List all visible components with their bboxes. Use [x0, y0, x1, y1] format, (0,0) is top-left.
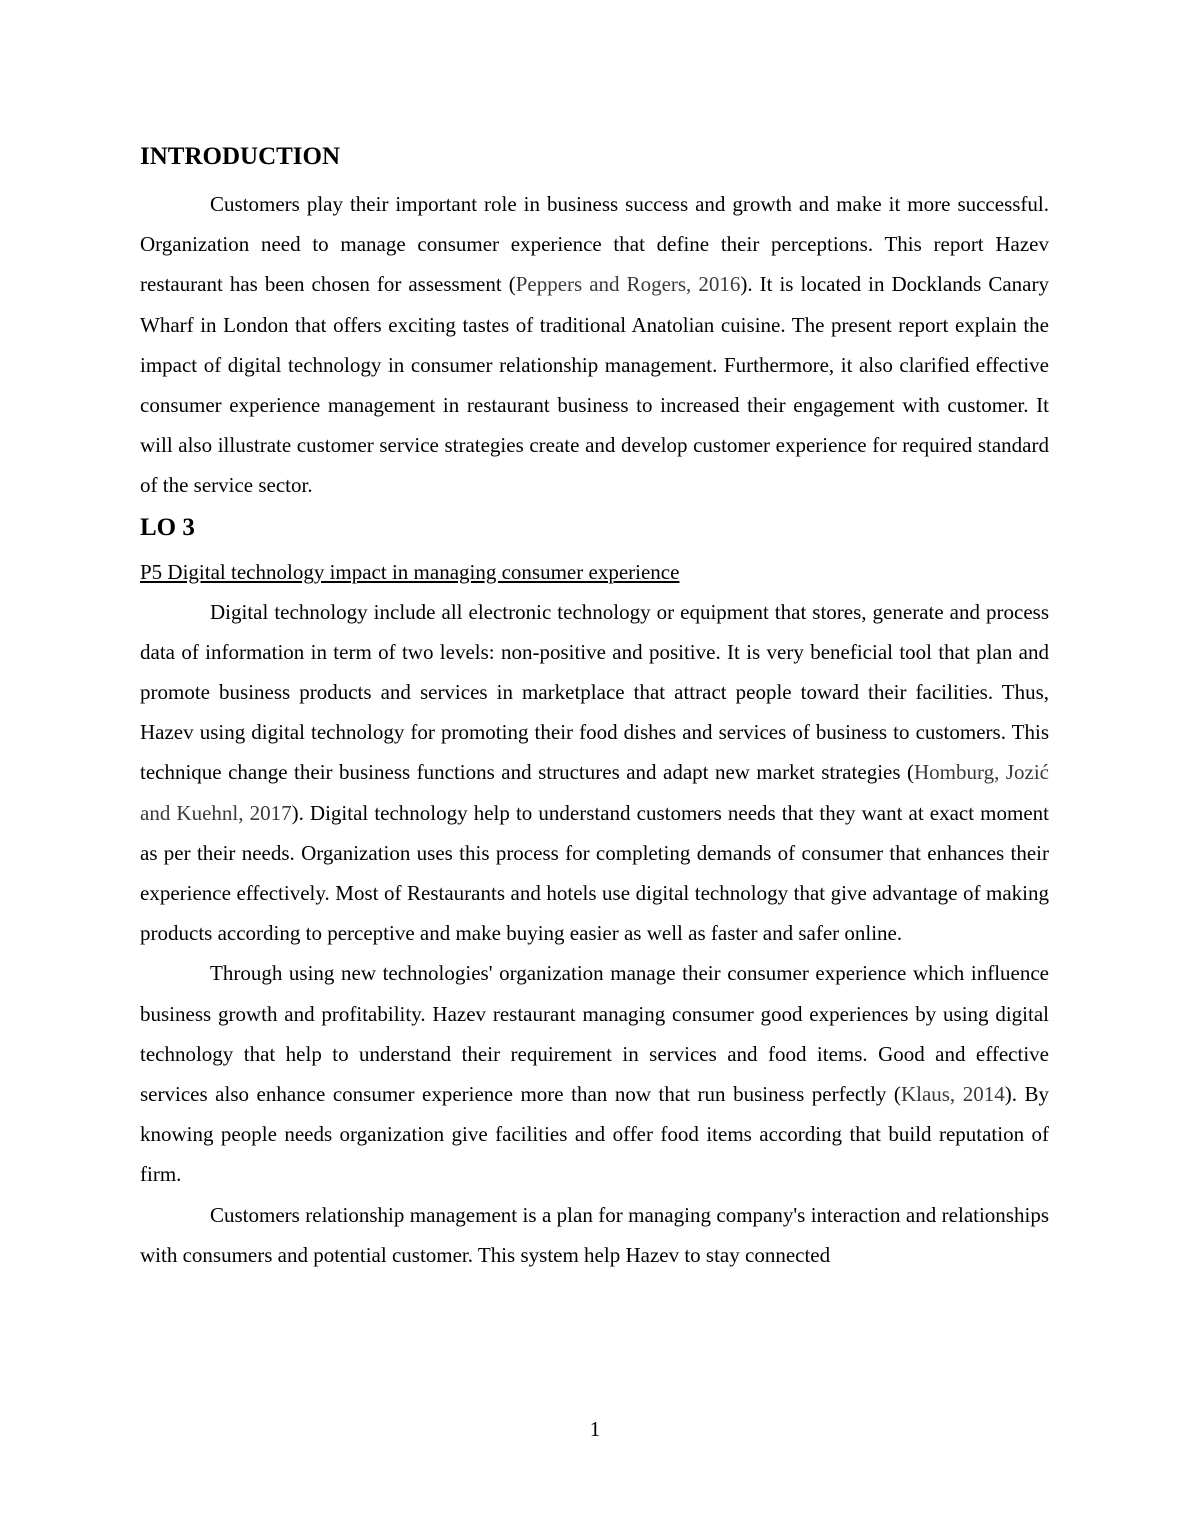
lo3-p1-part2: ). Digital technology help to understand customers needs that they want at exact moment as per their needs. Organization uses this process for completing demands of consumer that enhances their experience effectively. Most of Restaurants and hotels use digital technology that give advantage of making products according to perceptive and make buying easier as well as faster and safer online. [140, 800, 1049, 946]
lo3-p2-part2: ). By knowing people needs organization give facilities and offer food items according that build reputation of firm. [140, 1082, 1049, 1187]
lo3-heading: LO 3 [140, 513, 195, 541]
lo3-paragraph-2 [140, 953, 1049, 1194]
citation-peppers-rogers: Peppers and Rogers, 2016 [515, 272, 741, 297]
page-number: 1 [589, 1417, 601, 1441]
document-page [140, 138, 1049, 1275]
introduction-heading: INTRODUCTION [140, 143, 341, 170]
p5-subheading: P5 Digital technology impact in managing consumer experience [140, 559, 680, 584]
introduction-text-part2: ). It is located in Docklands Canary Wharf in London that offers exciting tastes of traditional Anatolian cuisine. The present report explain the impact of digital technology in consumer relationship management. Furthermore, it also clarified effective consumer experience management in restaurant business to increased their engagement with customer. It will also illustrate customer service strategies create and develop customer experience for required standard of the service sector. [140, 272, 1049, 498]
introduction-text-part1: Customers play their important role in business success and growth and make it more successful. Organization need to manage consumer experience that define their perceptions. This report Hazev restaurant has been chosen for assessment ( [140, 192, 1049, 297]
introduction-paragraph [140, 184, 1049, 506]
citation-klaus: Klaus, 2014 [900, 1082, 1005, 1107]
lo3-paragraph-1 [140, 592, 1049, 954]
lo3-p1-part1: Digital technology include all electronic technology or equipment that stores, generate and process data of information in term of two levels: non-positive and positive. It is very beneficial tool that plan and promote business products and services in marketplace that attract people toward their facilities. Thus, Hazev using digital technology for promoting their food dishes and services of business to customers. This technique change their business functions and structures and adapt new market strategies ( [140, 599, 1049, 785]
citation-homburg: Homburg, Jozić and Kuehnl, 2017 [140, 760, 1049, 825]
lo3-paragraph-3: Customers relationship management is a plan for managing company's interaction and relationships with consumers and potential customer. This system help Hazev to stay connected [140, 1202, 1049, 1267]
lo3-p2-part1: Through using new technologies' organization manage their consumer experience which influence business growth and profitability. Hazev restaurant managing consumer good experiences by using digital technology that help to understand their requirement in services and food items. Good and effective services also enhance consumer experience more than now that run business perfectly ( [140, 961, 1049, 1107]
